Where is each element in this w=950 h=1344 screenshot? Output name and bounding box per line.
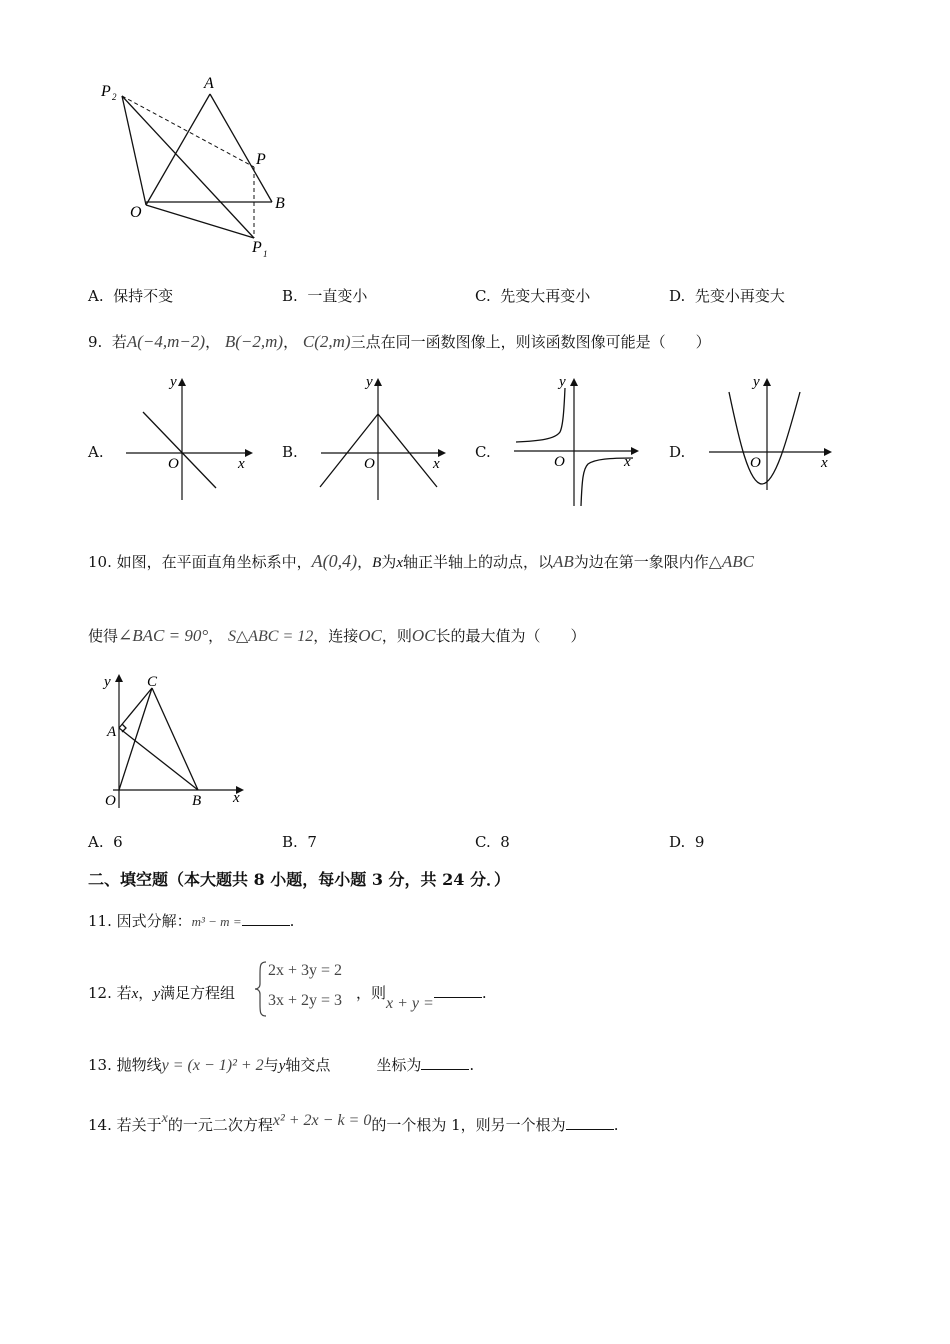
segment-c-b (152, 688, 198, 790)
figure-q10 (95, 668, 255, 813)
svg-text:O: O (750, 455, 761, 471)
segment-a-b (210, 94, 272, 202)
section-2-heading: 二、填空题（本大题共 8 小题，每小题 3 分，共 24 分．） (88, 870, 510, 889)
q12-system-brace (254, 960, 268, 1018)
q10-stem-line2: 使得∠BAC = 90°， S△ABC = 12，连接OC，则OC长的最大值为（ ） (88, 626, 586, 645)
svg-text:x: x (821, 455, 828, 471)
svg-text:y: y (170, 374, 177, 390)
q9-option-c-letter: C. (475, 443, 491, 461)
figure-q8 (95, 70, 305, 265)
q9-graph-b (315, 370, 455, 505)
q9-option-b-letter: B. (282, 443, 298, 461)
right-angle-mark (122, 724, 126, 732)
svg-text:y: y (559, 374, 566, 390)
q10-option-c: C. 8 (475, 833, 510, 851)
svg-text:y: y (366, 374, 373, 390)
segment-o-a (146, 94, 210, 205)
q10-stem-line1: 10. 如图，在平面直角坐标系中，A(0,4)，B为x轴正半轴上的动点，以AB为边在第一象限内作△ABC (88, 551, 754, 571)
q10-option-d: D. 9 (669, 833, 705, 851)
q12-tail: ，则x + y =. (356, 984, 487, 1012)
label-b: B (275, 195, 285, 212)
label-a: A (204, 75, 214, 92)
q12-stem: 12. 若x，y满足方程组 (88, 984, 235, 1002)
svg-text:x: x (624, 454, 631, 470)
q9-graph-c (510, 370, 650, 510)
svg-text:x: x (238, 456, 245, 472)
q10-option-a: A. 6 (88, 833, 123, 851)
q9-graph-d (705, 370, 840, 495)
graph-c-branch-left (516, 388, 565, 442)
label-p2: P (101, 83, 111, 100)
segment-a-b (119, 728, 198, 790)
q8-option-c: C. 先变大再变小 (475, 287, 591, 305)
svg-text:A: A (107, 724, 117, 740)
label-p: P (256, 151, 266, 168)
q13: 13. 抛物线y = (x − 1)² + 2与y轴交点 坐标为 . (88, 1056, 475, 1074)
q9-option-a-letter: A. (88, 443, 104, 461)
q8-option-b: B. 一直变小 (282, 287, 368, 305)
q12-answer-blank (434, 983, 482, 998)
q9-graph-a (118, 370, 258, 505)
segment-a-c (119, 688, 152, 728)
label-p1-sub: 1 (263, 249, 268, 259)
q12-equation-1: 2x + 3y = 2 (268, 962, 343, 979)
svg-text:O: O (105, 793, 116, 809)
q8-option-a: A. 保持不变 (88, 287, 174, 305)
segment-p2-o (122, 96, 146, 205)
svg-text:O: O (364, 456, 375, 472)
svg-text:x: x (433, 456, 440, 472)
svg-text:O: O (168, 456, 179, 472)
graph-d-parabola (729, 392, 800, 484)
label-p2-sub: 2 (112, 92, 117, 102)
svg-text:x: x (233, 790, 240, 806)
q8-option-d: D. 先变小再变大 (669, 287, 785, 305)
svg-text:O: O (554, 454, 565, 470)
svg-text:y: y (104, 674, 111, 690)
q14-answer-blank (566, 1115, 614, 1130)
svg-text:B: B (192, 793, 202, 809)
q9-option-d-letter: D. (669, 443, 686, 461)
q12-equation-2: 3x + 2y = 3 (268, 992, 343, 1009)
segment-o-c (119, 688, 152, 790)
svg-text:C: C (147, 674, 158, 690)
segment-p2-p1 (122, 96, 254, 238)
q10-option-b: B. 7 (282, 833, 317, 851)
svg-text:y: y (753, 374, 760, 390)
q14: 14. 若关于x的一元二次方程x² + 2x − k = 0的一个根为 1，则另一个根为 . (88, 1111, 619, 1134)
q11-answer-blank (242, 911, 290, 926)
q13-answer-blank (421, 1055, 469, 1070)
graph-a-line (143, 412, 216, 488)
q11: 11. 因式分解：m³ − m = . (88, 912, 295, 930)
label-o: O (130, 204, 142, 221)
q9-stem: 9. 若A(−4,m−2)， B(−2,m)， C(2,m)三点在同一函数图像上，则该函数图像可能是（ ） (88, 332, 711, 351)
label-p1: P (252, 239, 262, 256)
